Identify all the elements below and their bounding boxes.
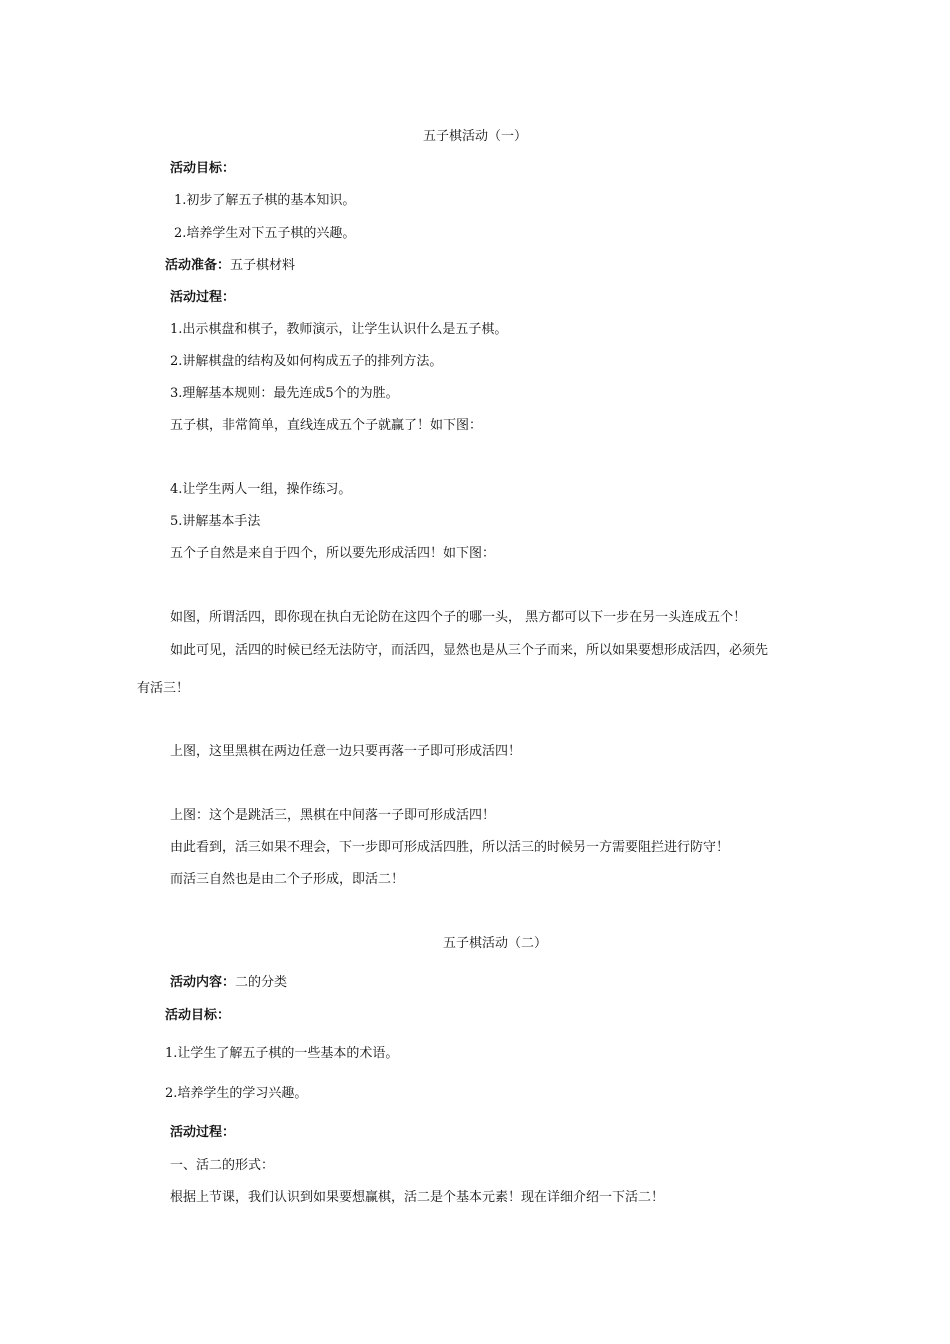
section1-step-4: 4.让学生两人一组，操作练习。 [170,482,352,497]
section1-paragraph-4: 上图，这里黑棋在两边任意一边只要再落一子即可形成活四！ [170,744,522,759]
section1-process-label: 活动过程： [170,290,236,305]
section1-step-rule: 五子棋，非常简单，直线连成五个子就赢了！如下图： [170,418,483,433]
section2-content [170,974,287,992]
section1-goal-item-1: 1.初步了解五子棋的基本知识。 [174,193,356,208]
section2-content-label: 活动内容： [170,975,236,990]
section1-step-5: 5.讲解基本手法 [170,514,261,529]
section1-goal-label: 活动目标： [170,161,236,176]
section1-title: 五子棋活动（一） [422,129,527,144]
section2-goal-label: 活动目标： [165,1008,231,1023]
section1-paragraph-6: 由此看到，活三如果不理会，下一步即可形成活四胜，所以活三的时候另一方需要阻拦进行防守！ [170,840,730,855]
section2-goal-item-1: 1.让学生了解五子棋的一些基本的术语。 [165,1046,399,1061]
section1-prep-label: 活动准备： [165,258,231,273]
section1-goal-item-2: 2.培养学生对下五子棋的兴趣。 [174,226,356,241]
section1-prep [165,257,295,275]
section1-paragraph-3: 有活三！ [137,681,190,696]
section2-process-label: 活动过程： [170,1125,236,1140]
section2-goal-item-2: 2.培养学生的学习兴趣。 [165,1086,308,1101]
section1-step-2: 2.讲解棋盘的结构及如何构成五子的排列方法。 [170,354,443,369]
section1-step-1: 1.出示棋盘和棋子，教师演示，让学生认识什么是五子棋。 [170,322,508,337]
section1-paragraph-7: 而活三自然也是由二个子形成，即活二！ [170,872,405,887]
section2-content-value: 二的分类 [235,975,288,990]
section1-paragraph-1: 如图，所谓活四，即你现在执白无论防在这四个子的哪一头， 黑方都可以下一步在另一头连成五个！ [170,610,747,625]
section1-prep-value: 五子棋材料 [230,258,296,273]
section1-paragraph-2: 如此可见，活四的时候已经无法防守，而活四，显然也是从三个子而来，所以如果要想形成活四，必须先 [170,643,769,658]
section2-step-2: 根据上节课，我们认识到如果要想赢棋，活二是个基本元素！现在详细介绍一下活二！ [170,1190,665,1205]
section2-step-1: 一、活二的形式： [170,1158,275,1173]
section1-step-3: 3.理解基本规则：最先连成5个的为胜。 [170,386,399,401]
section1-step-live-four: 五个子自然是来自于四个，所以要先形成活四！如下图： [170,546,496,561]
section2-title: 五子棋活动（二） [442,936,547,951]
section1-paragraph-5: 上图：这个是跳活三，黑棋在中间落一子即可形成活四！ [170,808,496,823]
